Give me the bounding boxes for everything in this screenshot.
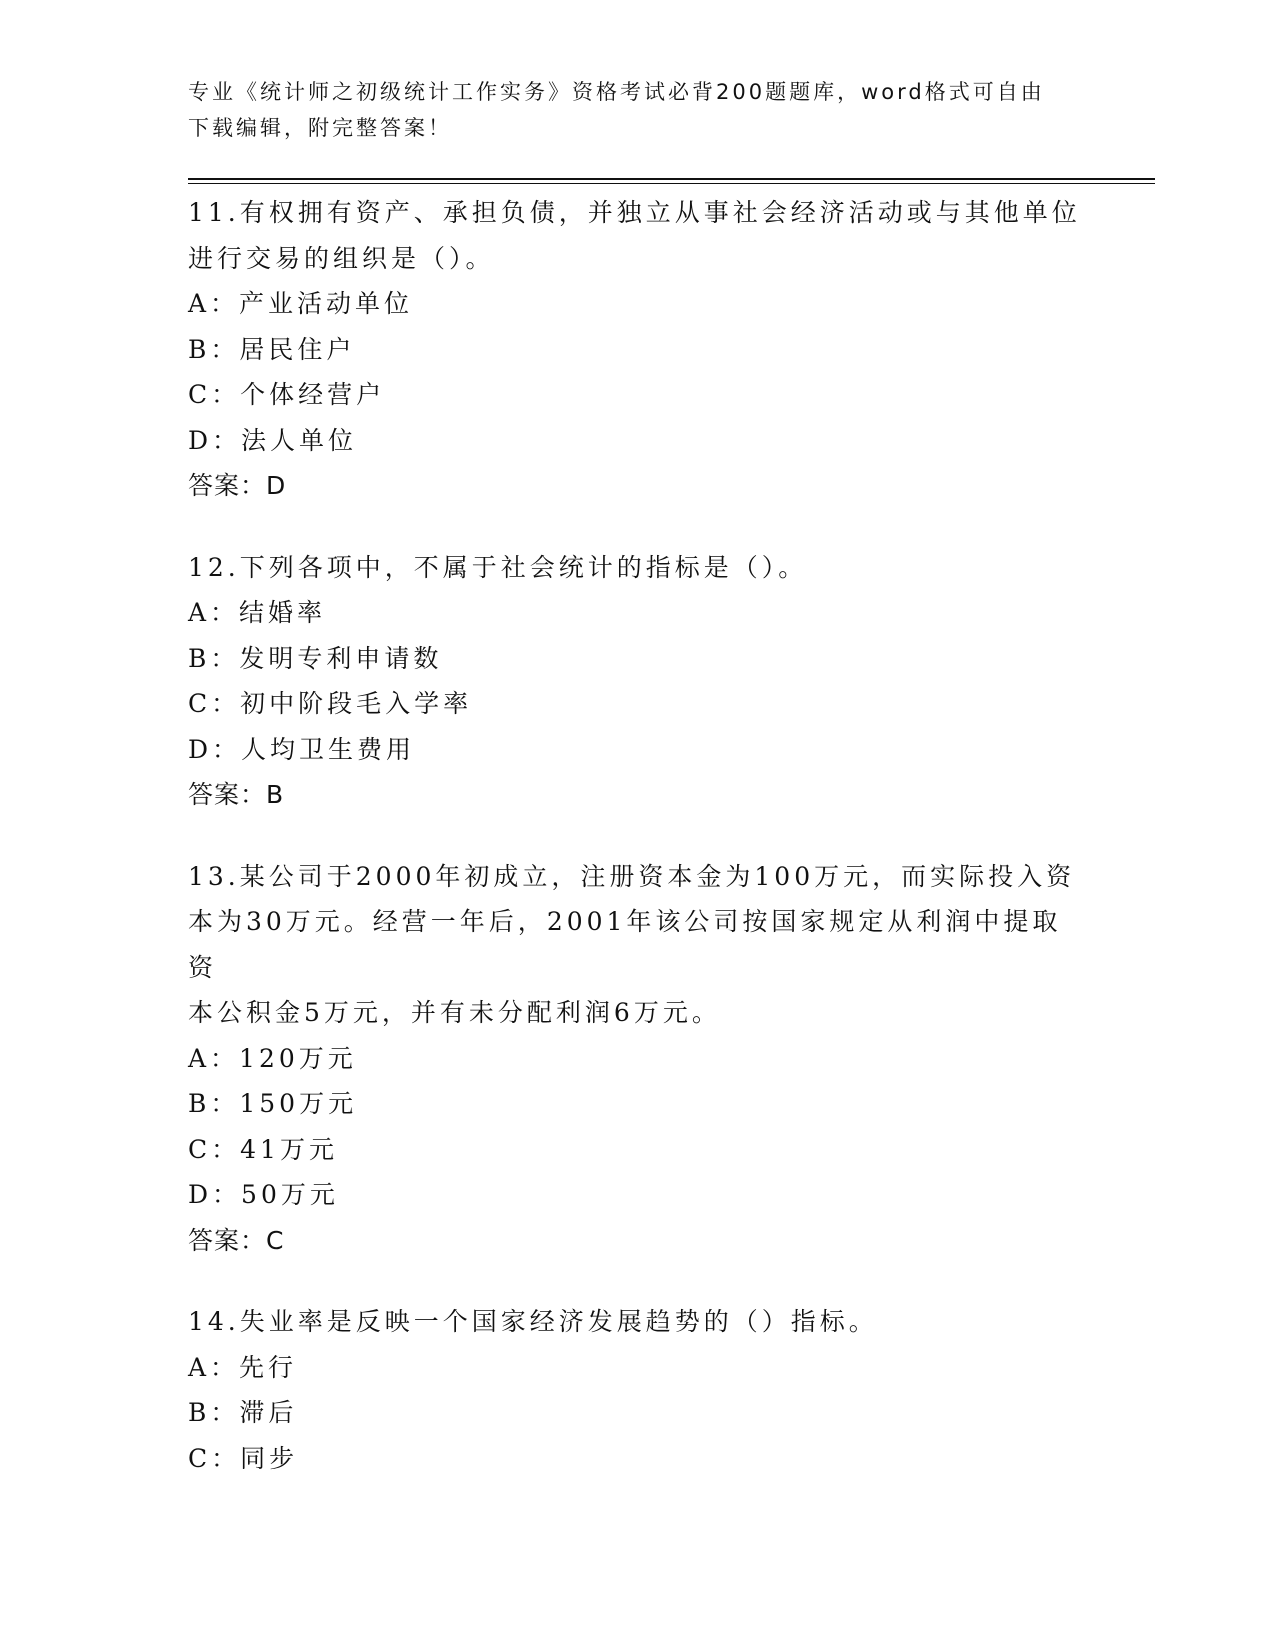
option-b: B：居民住户 xyxy=(188,334,356,364)
question-11 xyxy=(188,190,1088,509)
question-list xyxy=(188,190,1088,1517)
option-c: C：同步 xyxy=(188,1443,299,1473)
header-line-1: 专业《统计师之初级统计工作实务》资格考试必背200题题库，word格式可自由 xyxy=(188,80,1045,104)
option-b: B：滞后 xyxy=(188,1398,298,1427)
question-stem-line: 进行交易的组织是（）。 xyxy=(188,243,495,273)
question-12 xyxy=(188,545,1088,818)
option-d: D：人均卫生费用 xyxy=(188,734,416,764)
header-divider-thin xyxy=(188,183,1155,184)
option-d: D：法人单位 xyxy=(188,425,358,455)
question-stem-line: 11.有权拥有资产、承担负债，并独立从事社会经济活动或与其他单位 xyxy=(188,198,1081,227)
option-d: D：50万元 xyxy=(188,1180,339,1209)
question-stem-line: 13.某公司于2000年初成立，注册资本金为100万元，而实际投入资 xyxy=(188,861,1076,891)
option-b: B：150万元 xyxy=(188,1089,358,1118)
header-line-2: 下载编辑，附完整答案！ xyxy=(188,116,452,140)
option-c: C：个体经营户 xyxy=(188,380,386,409)
answer: 答案：B xyxy=(188,780,285,809)
option-a: A：结婚率 xyxy=(188,598,327,627)
question-stem-line: 12.下列各项中，不属于社会统计的指标是（）。 xyxy=(188,552,808,582)
option-c: C：41万元 xyxy=(188,1134,338,1164)
question-13 xyxy=(188,854,1088,1264)
option-a: A：120万元 xyxy=(188,1043,357,1073)
question-14 xyxy=(188,1299,1088,1481)
option-b: B：发明专利申请数 xyxy=(188,643,443,673)
question-stem-line: 本公积金5万元，并有未分配利润6万元。 xyxy=(188,998,721,1027)
header-divider-thick xyxy=(188,178,1155,180)
question-stem-line: 本为30万元。经营一年后，2001年该公司按国家规定从利润中提取资 xyxy=(188,907,1062,982)
option-c: C：初中阶段毛入学率 xyxy=(188,689,473,718)
answer: 答案：C xyxy=(188,1225,285,1255)
document-header xyxy=(188,74,1088,146)
question-stem-line: 14.失业率是反映一个国家经济发展趋势的（）指标。 xyxy=(188,1307,878,1336)
answer: 答案：D xyxy=(188,471,287,500)
option-a: A：产业活动单位 xyxy=(188,289,414,318)
option-a: A：先行 xyxy=(188,1352,298,1382)
